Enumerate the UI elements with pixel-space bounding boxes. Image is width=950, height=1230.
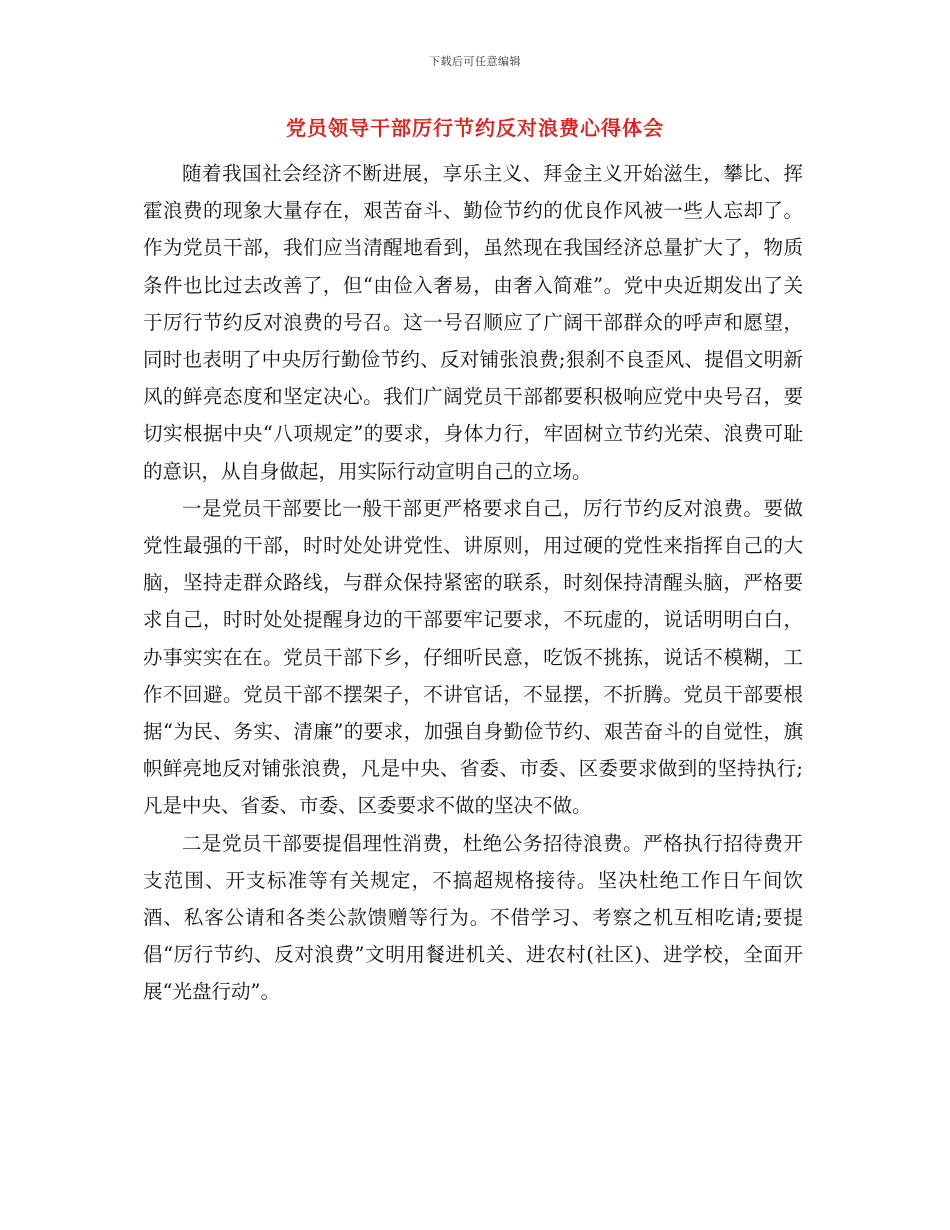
paragraph-3: 二是党员干部要提倡理性消费，杜绝公务招待浪费。严格执行招待费开支范围、开支标准等有关规定，不搞超规格接待。坚决杜绝工作日午间饮酒、私客公请和各类公款馈赠等行为。不借学习、考察之机互相吃请;要提倡“厉行节约、反对浪费”文明用餐进机关、进农村(社区)、进学校，全面开展“光盘行动”。 — [143, 831, 803, 1004]
document-body — [143, 155, 803, 1011]
document-title: 党员领导干部厉行节约反对浪费心得体会 — [286, 116, 664, 140]
paragraph-1: 随着我国社会经济不断进展，享乐主义、拜金主义开始滋生，攀比、挥霍浪费的现象大量存在，艰苦奋斗、勤俭节约的优良作风被一些人忘却了。作为党员干部，我们应当清醒地看到，虽然现在我国经济总量扩大了，物质条件也比过去改善了，但“由俭入奢易，由奢入简难”。党中央近期发出了关于厉行节约反对浪费的号召。这一号召顺应了广阔干部群众的呼声和愿望，同时也表明了中央厉行勤俭节约、反对铺张浪费;狠刹不良歪风、提倡文明新风的鲜亮态度和坚定决心。我们广阔党员干部都要积极响应党中央号召，要切实根据中央“八项规定”的要求，身体力行，牢固树立节约光荣、浪费可耻的意识，从自身做起，用实际行动宣明自己的立场。 — [143, 162, 803, 483]
paragraph-2: 一是党员干部要比一般干部更严格要求自己，厉行节约反对浪费。要做党性最强的干部，时时处处讲党性、讲原则，用过硬的党性来指挥自己的大脑，坚持走群众路线，与群众保持紧密的联系，时刻保持清醒头脑，严格要求自己，时时处处提醒身边的干部要牢记要求，不玩虚的，说话明明白白，办事实实在在。党员干部下乡，仔细听民意，吃饭不挑拣，说话不模糊，工作不回避。党员干部不摆架子，不讲官话，不显摆，不折腾。党员干部要根据“为民、务实、清廉”的要求，加强自身勤俭节约、艰苦奋斗的自觉性，旗帜鲜亮地反对铺张浪费，凡是中央、省委、市委、区委要求做到的坚持执行;凡是中央、省委、市委、区委要求不做的坚决不做。 — [143, 496, 803, 818]
header-note: 下载后可任意编辑 — [429, 55, 521, 68]
